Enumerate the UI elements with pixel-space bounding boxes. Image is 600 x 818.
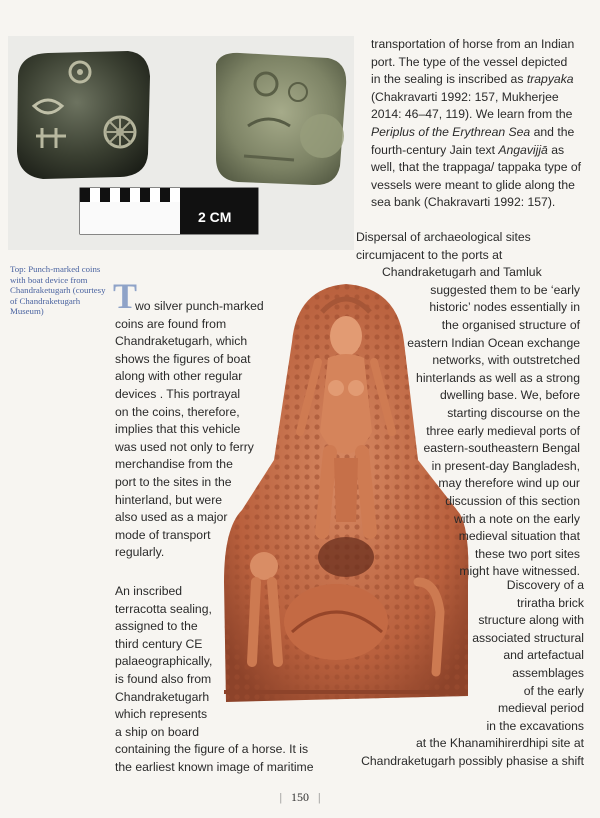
text-line: Discovery of a <box>506 578 584 592</box>
text-line: is found also from <box>115 671 212 686</box>
text-line: in the excavations <box>486 718 584 733</box>
text-line: medieval situation that <box>458 529 580 544</box>
text-line <box>371 71 595 89</box>
text-line: which represents <box>115 707 208 722</box>
text-line: also used as a major <box>115 510 228 525</box>
text-line: hinterland, but were <box>115 492 223 507</box>
text-line: on the coins, therefore, <box>115 404 240 419</box>
paragraph-horse-transport <box>371 36 595 212</box>
page-number <box>0 790 600 805</box>
text-line: merchandise from the <box>115 457 233 472</box>
text-line: the organised structure of <box>441 317 580 332</box>
scale-bar-segment <box>80 188 90 202</box>
caption-line: Top: Punch-marked coins <box>10 264 101 274</box>
text-line: Chandraketugarh, which <box>115 334 248 349</box>
text-line: networks, with outstretched <box>432 353 580 368</box>
text-line: at the Khanamihirerdhipi site at <box>415 736 584 751</box>
text-line: along with other regular <box>115 369 243 384</box>
text-line: medieval period <box>497 701 584 716</box>
text-line: An inscribed <box>115 584 183 598</box>
text-line: wo silver punch-marked <box>135 299 264 313</box>
coin-photo-art <box>8 36 354 250</box>
text-line: terracotta sealing, <box>115 601 212 616</box>
text-fragment: fourth-century Jain text <box>371 142 499 157</box>
text-line: 2014: 46–47, 119). We learn from the <box>371 107 573 122</box>
text-line: three early medieval ports of <box>426 423 580 438</box>
text-line: historic’ nodes essentially in <box>429 300 580 315</box>
text-line: assigned to the <box>115 619 198 634</box>
text-line: triratha brick <box>516 595 584 610</box>
caption-line: of Chandraketugarh <box>10 295 81 306</box>
paragraph-triratha <box>360 577 584 771</box>
page-separator-right: | <box>318 790 321 804</box>
text-line: coins are found from <box>115 316 227 331</box>
caption-line: Museum) <box>10 306 44 317</box>
paragraph-punch-marked-coins <box>115 298 264 562</box>
text-line: vessels were meant to glide along the <box>371 177 575 192</box>
title-angavijja: Angavijjā <box>498 142 548 157</box>
text-line: port to the sites in the <box>115 474 232 489</box>
text-line: palaeographically, <box>115 654 213 669</box>
text-line: implies that this vehicle <box>115 422 241 437</box>
text-line: regularly. <box>115 545 165 560</box>
text-line: third century CE <box>115 636 203 651</box>
text-line: the earliest known image of maritime <box>115 759 314 774</box>
coin-photo <box>8 36 354 250</box>
term-trapyaka: trapyaka <box>526 72 574 87</box>
page-separator-left: | <box>279 790 282 804</box>
drop-cap: T <box>113 276 138 316</box>
caption-line: with boat device from <box>10 274 88 285</box>
text-line: structure along with <box>478 613 584 628</box>
photo-caption <box>10 264 114 317</box>
text-line <box>371 142 595 160</box>
text-line: transportation of horse from an Indian <box>371 37 575 51</box>
text-line: may therefore wind up our <box>438 476 580 491</box>
text-line: sea bank (Chakravarti 1992: 157). <box>371 195 556 210</box>
text-line: starting discourse on the <box>447 405 580 420</box>
text-line: associated structural <box>472 630 584 645</box>
page-number-value: 150 <box>291 790 309 804</box>
paragraph-dispersal <box>356 229 580 581</box>
title-periplus: Periplus of the Erythrean Sea <box>371 124 531 139</box>
paragraph-terracotta-sealing <box>115 583 355 777</box>
text-line: well, that the trappaga/ tappaka type of <box>371 160 582 175</box>
text-fragment: and the <box>530 124 575 139</box>
text-line: mode of transport <box>115 527 211 542</box>
text-line: eastern Indian Ocean exchange <box>407 335 580 350</box>
text-line <box>371 124 595 142</box>
text-line: might have witnessed. <box>459 564 580 579</box>
text-line: dwelling base. We, before <box>439 388 580 403</box>
text-line: suggested them to be ‘early <box>430 282 580 297</box>
text-line: shows the figures of boat <box>115 351 251 366</box>
text-line: port. The type of the vessel depicted <box>371 54 568 69</box>
text-line: of the early <box>523 683 584 698</box>
text-line: these two port sites <box>475 546 580 561</box>
text-line: circumjacent to the ports at <box>356 247 503 262</box>
text-line: Dispersal of archaeological sites <box>356 230 531 244</box>
text-line: with a note on the early <box>453 511 580 526</box>
text-line: assemblages <box>512 665 584 680</box>
text-fragment: in the sealing is inscribed as <box>371 72 527 87</box>
text-line: Chandraketugarh <box>115 689 210 704</box>
text-line: Chandraketugarh and Tamluk <box>382 265 542 280</box>
text-line: devices . This portrayal <box>115 386 241 401</box>
text-line: Chandraketugarh possibly phasise a shift <box>361 753 584 768</box>
text-line: eastern-southeastern Bengal <box>423 441 580 456</box>
text-line: in present-day Bangladesh, <box>431 458 580 473</box>
text-fragment: as <box>547 142 565 157</box>
text-line: was used not only to ferry <box>115 439 254 454</box>
scale-label: 2 CM <box>198 209 232 225</box>
text-line: discussion of this section <box>445 493 580 508</box>
text-line: (Chakravarti 1992: 157, Mukherjee <box>371 89 559 104</box>
text-line: and artefactual <box>503 648 584 663</box>
caption-line: Chandraketugarh (courtesy <box>10 285 106 296</box>
text-line: hinterlands as well as a strong <box>416 370 580 385</box>
coin-left <box>17 51 150 179</box>
text-line: containing the figure of a horse. It is <box>115 742 309 757</box>
text-line: a ship on board <box>115 724 200 739</box>
